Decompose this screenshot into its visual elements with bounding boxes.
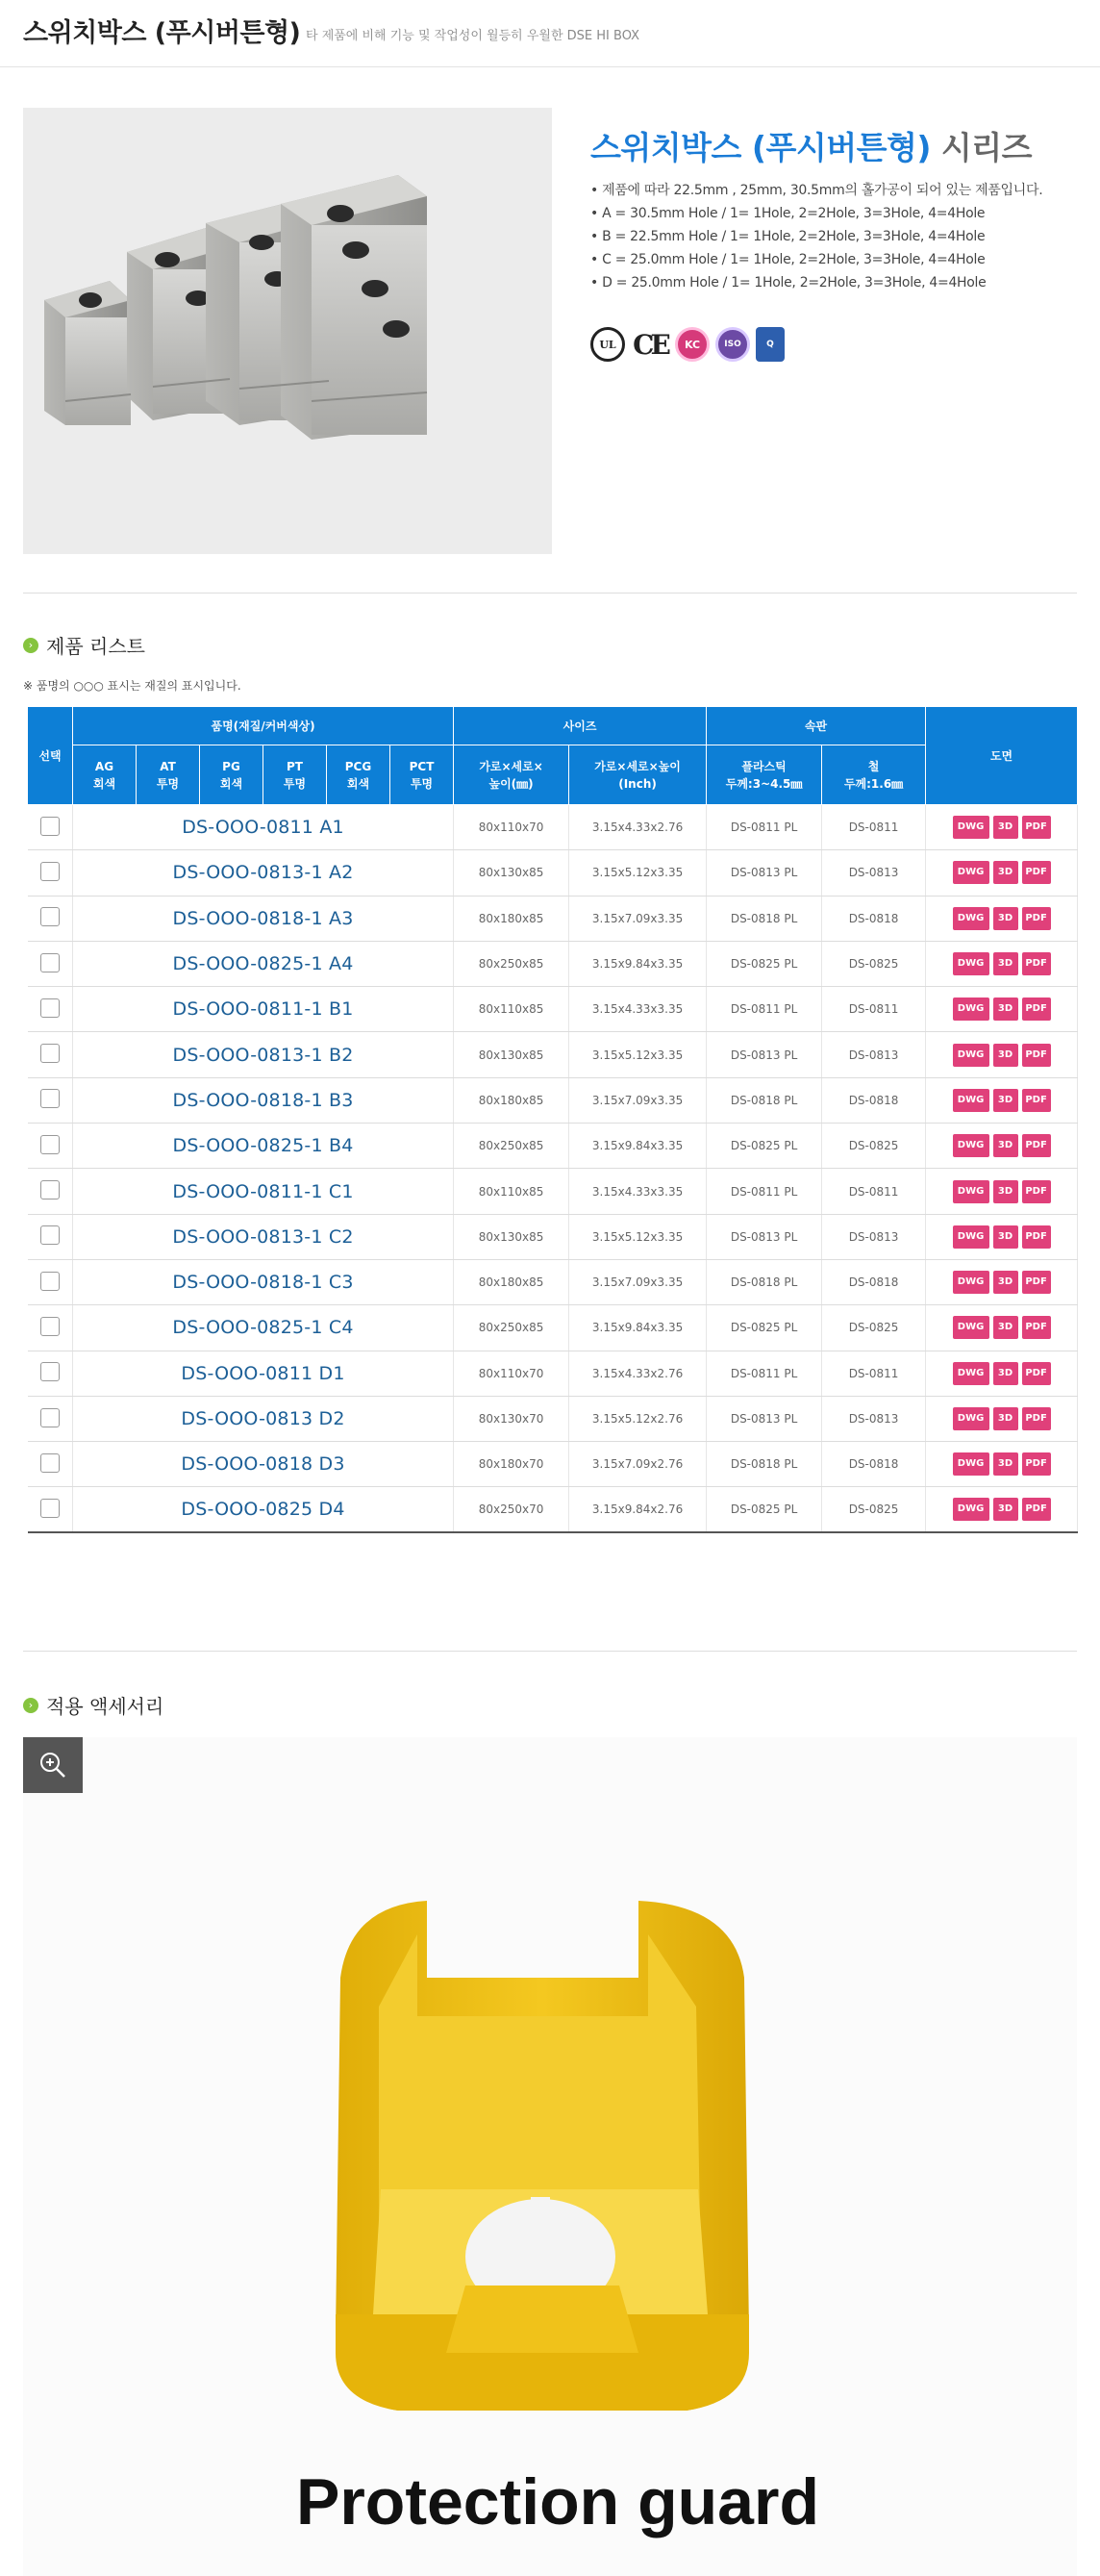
plastic-plate: DS-0811 PL	[707, 987, 822, 1032]
pdf-download-button[interactable]: PDF	[1022, 1225, 1051, 1249]
size-mm: 80x180x70	[454, 1442, 569, 1487]
pdf-download-button[interactable]: PDF	[1022, 1044, 1051, 1067]
zoom-button[interactable]	[23, 1737, 83, 1793]
pdf-download-button[interactable]: PDF	[1022, 1271, 1051, 1294]
table-row	[28, 987, 1078, 1032]
row-checkbox[interactable]	[40, 1317, 60, 1336]
header-size-inch	[569, 745, 707, 805]
plastic-plate: DS-0818 PL	[707, 1077, 822, 1123]
pdf-download-button[interactable]: PDF	[1022, 1134, 1051, 1157]
series-title-suffix: 시리즈	[930, 129, 1033, 166]
steel-plate: DS-0818	[822, 1442, 926, 1487]
row-checkbox[interactable]	[40, 1362, 60, 1381]
row-checkbox[interactable]	[40, 817, 60, 836]
plastic-plate: DS-0811 PL	[707, 805, 822, 850]
header-size: 사이즈	[454, 707, 707, 745]
table-row	[28, 1077, 1078, 1123]
plastic-plate: DS-0813 PL	[707, 1214, 822, 1259]
row-checkbox[interactable]	[40, 1499, 60, 1518]
model-name[interactable]: DS-OOO-0813-1 B2	[73, 1032, 454, 1077]
header-material	[263, 745, 327, 805]
ce-cert-logo: CE	[633, 328, 667, 361]
material-code: PT	[287, 759, 303, 773]
header-line: (Inch)	[618, 776, 657, 791]
spec-item: • C = 25.0mm Hole / 1= 1Hole, 2=2Hole, 3=3Hole, 4=4Hole	[590, 252, 986, 267]
row-select-cell	[28, 1214, 73, 1259]
header-material	[390, 745, 454, 805]
model-name[interactable]: DS-OOO-0825-1 A4	[73, 941, 454, 986]
3d-download-button[interactable]: 3D	[993, 1407, 1018, 1430]
zoom-in-icon	[38, 1751, 67, 1780]
row-checkbox[interactable]	[40, 998, 60, 1018]
steel-plate: DS-0825	[822, 941, 926, 986]
size-inch: 3.15x4.33x2.76	[569, 1351, 707, 1396]
dwg-download-button[interactable]: DWG	[953, 998, 989, 1021]
steel-plate: DS-0825	[822, 1305, 926, 1351]
drawing-downloads	[926, 1442, 1078, 1487]
row-select-cell	[28, 1032, 73, 1077]
row-checkbox[interactable]	[40, 1453, 60, 1473]
row-checkbox[interactable]	[40, 862, 60, 881]
material-color: 회색	[219, 776, 243, 791]
header-plate: 속판	[707, 707, 926, 745]
accessory-caption: Protection guard	[295, 2465, 820, 2538]
spec-item: • 제품에 따라 22.5mm , 25mm, 30.5mm의 홀가공이 되어 있는 제품입니다.	[590, 183, 1043, 198]
row-select-cell	[28, 1077, 73, 1123]
size-inch: 3.15x7.09x3.35	[569, 1259, 707, 1304]
material-color: 투명	[410, 776, 434, 791]
size-mm: 80x110x85	[454, 1169, 569, 1214]
row-select-cell	[28, 941, 73, 986]
row-checkbox[interactable]	[40, 1180, 60, 1200]
header-material	[327, 745, 390, 805]
material-code: AG	[94, 759, 114, 773]
drawing-downloads	[926, 1396, 1078, 1441]
size-mm: 80x180x85	[454, 896, 569, 941]
header-select: 선택	[28, 707, 73, 805]
header-drawing: 도면	[926, 707, 1078, 805]
size-inch: 3.15x9.84x3.35	[569, 1305, 707, 1351]
header-line: 철	[867, 759, 880, 773]
header-material	[73, 745, 137, 805]
dwg-download-button[interactable]: DWG	[953, 1134, 989, 1157]
material-color: 투명	[283, 776, 307, 791]
table-row	[28, 1351, 1078, 1396]
pdf-download-button[interactable]: PDF	[1022, 1089, 1051, 1112]
pdf-download-button[interactable]: PDF	[1022, 1498, 1051, 1521]
model-name[interactable]: DS-OOO-0818-1 B3	[73, 1077, 454, 1123]
accessory-image	[23, 1737, 1077, 2576]
3d-download-button[interactable]: 3D	[993, 1498, 1018, 1521]
header-line: 높이(㎜)	[488, 776, 534, 791]
row-select-cell	[28, 1259, 73, 1304]
material-code: PCG	[344, 759, 372, 773]
3d-download-button[interactable]: 3D	[993, 1452, 1018, 1476]
dwg-download-button[interactable]: DWG	[953, 1271, 989, 1294]
table-row	[28, 1396, 1078, 1441]
drawing-downloads	[926, 1032, 1078, 1077]
size-inch: 3.15x4.33x3.35	[569, 987, 707, 1032]
row-select-cell	[28, 1351, 73, 1396]
row-checkbox[interactable]	[40, 907, 60, 926]
series-title-main: 스위치박스 (푸시버튼형)	[590, 129, 931, 166]
table-row	[28, 1442, 1078, 1487]
dwg-download-button[interactable]: DWG	[953, 1225, 989, 1249]
size-inch: 3.15x5.12x3.35	[569, 1032, 707, 1077]
plastic-plate: DS-0813 PL	[707, 1032, 822, 1077]
pdf-download-button[interactable]: PDF	[1022, 1362, 1051, 1385]
row-select-cell	[28, 987, 73, 1032]
dwg-download-button[interactable]: DWG	[953, 907, 989, 930]
size-inch: 3.15x9.84x2.76	[569, 1487, 707, 1532]
plastic-plate: DS-0825 PL	[707, 1487, 822, 1532]
dwg-download-button[interactable]: DWG	[953, 816, 989, 839]
pdf-download-button[interactable]: PDF	[1022, 861, 1051, 884]
size-inch: 3.15x9.84x3.35	[569, 1124, 707, 1169]
material-color: 회색	[346, 776, 370, 791]
3d-download-button[interactable]: 3D	[993, 861, 1018, 884]
spec-item: • A = 30.5mm Hole / 1= 1Hole, 2=2Hole, 3=3Hole, 4=4Hole	[590, 206, 986, 221]
header-line: 가로×세로×높이	[594, 759, 681, 773]
header-material	[137, 745, 200, 805]
steel-plate: DS-0811	[822, 1351, 926, 1396]
model-name[interactable]: DS-OOO-0825 D4	[73, 1487, 454, 1532]
pdf-download-button[interactable]: PDF	[1022, 998, 1051, 1021]
protection-guard-illustration	[23, 1737, 1077, 2576]
row-checkbox[interactable]	[40, 1408, 60, 1427]
size-mm: 80x250x85	[454, 941, 569, 986]
table-row	[28, 1032, 1078, 1077]
drawing-downloads	[926, 896, 1078, 941]
table-row	[28, 1214, 1078, 1259]
model-name[interactable]: DS-OOO-0811 D1	[73, 1351, 454, 1396]
quality-cert-logo: Q	[756, 327, 785, 362]
dwg-download-button[interactable]: DWG	[953, 861, 989, 884]
steel-plate: DS-0818	[822, 1259, 926, 1304]
3d-download-button[interactable]: 3D	[993, 816, 1018, 839]
size-inch: 3.15x7.09x3.35	[569, 1077, 707, 1123]
pdf-download-button[interactable]: PDF	[1022, 907, 1051, 930]
drawing-downloads	[926, 1214, 1078, 1259]
page-title: 스위치박스 (푸시버튼형)	[23, 18, 301, 48]
dwg-download-button[interactable]: DWG	[953, 1362, 989, 1385]
product-table	[27, 706, 1078, 1533]
plastic-plate: DS-0813 PL	[707, 850, 822, 896]
steel-plate: DS-0813	[822, 1032, 926, 1077]
table-row	[28, 1169, 1078, 1214]
spec-item: • D = 25.0mm Hole / 1= 1Hole, 2=2Hole, 3=3Hole, 4=4Hole	[590, 275, 987, 290]
3d-download-button[interactable]: 3D	[993, 1316, 1018, 1339]
drawing-downloads	[926, 1124, 1078, 1169]
size-mm: 80x130x70	[454, 1396, 569, 1441]
model-name[interactable]: DS-OOO-0818 D3	[73, 1442, 454, 1487]
pdf-download-button[interactable]: PDF	[1022, 1180, 1051, 1203]
material-code: PG	[222, 759, 240, 773]
material-color: 회색	[92, 776, 116, 791]
row-select-cell	[28, 896, 73, 941]
table-row	[28, 941, 1078, 986]
iso-cert-logo: ISO	[715, 327, 750, 362]
plastic-plate: DS-0811 PL	[707, 1351, 822, 1396]
row-select-cell	[28, 1169, 73, 1214]
size-inch: 3.15x7.09x3.35	[569, 896, 707, 941]
3d-download-button[interactable]: 3D	[993, 907, 1018, 930]
material-color: 투명	[156, 776, 180, 791]
3d-download-button[interactable]: 3D	[993, 1362, 1018, 1385]
size-mm: 80x110x70	[454, 1351, 569, 1396]
row-select-cell	[28, 1487, 73, 1532]
steel-plate: DS-0813	[822, 850, 926, 896]
table-row	[28, 1259, 1078, 1304]
row-select-cell	[28, 1124, 73, 1169]
drawing-downloads	[926, 805, 1078, 850]
accessory-heading	[23, 1691, 163, 1719]
steel-plate: DS-0825	[822, 1487, 926, 1532]
drawing-downloads	[926, 1259, 1078, 1304]
spec-item: • B = 22.5mm Hole / 1= 1Hole, 2=2Hole, 3=3Hole, 4=4Hole	[590, 229, 986, 244]
plastic-plate: DS-0818 PL	[707, 896, 822, 941]
chevron-right-icon: ›	[23, 1698, 38, 1713]
steel-plate: DS-0818	[822, 896, 926, 941]
model-name[interactable]: DS-OOO-0818-1 C3	[73, 1259, 454, 1304]
pdf-download-button[interactable]: PDF	[1022, 1316, 1051, 1339]
certification-logos	[590, 327, 785, 362]
steel-plate: DS-0825	[822, 1124, 926, 1169]
model-name[interactable]: DS-OOO-0811-1 C1	[73, 1169, 454, 1214]
material-code: PCT	[409, 759, 435, 773]
pdf-download-button[interactable]: PDF	[1022, 816, 1051, 839]
size-mm: 80x130x85	[454, 1032, 569, 1077]
3d-download-button[interactable]: 3D	[993, 1180, 1018, 1203]
row-checkbox[interactable]	[40, 1272, 60, 1291]
row-select-cell	[28, 805, 73, 850]
row-select-cell	[28, 850, 73, 896]
model-name[interactable]: DS-OOO-0813-1 A2	[73, 850, 454, 896]
model-name[interactable]: DS-OOO-0813 D2	[73, 1396, 454, 1441]
header-steel	[822, 745, 926, 805]
plastic-plate: DS-0818 PL	[707, 1442, 822, 1487]
product-list-heading	[23, 631, 145, 659]
size-inch: 3.15x9.84x3.35	[569, 941, 707, 986]
table-row	[28, 850, 1078, 896]
drawing-downloads	[926, 1487, 1078, 1532]
steel-plate: DS-0818	[822, 1077, 926, 1123]
model-name[interactable]: DS-OOO-0813-1 C2	[73, 1214, 454, 1259]
steel-plate: DS-0811	[822, 1169, 926, 1214]
plastic-plate: DS-0818 PL	[707, 1259, 822, 1304]
row-checkbox[interactable]	[40, 1225, 60, 1245]
header-line: 가로×세로×	[479, 759, 543, 773]
header-material	[200, 745, 263, 805]
size-mm: 80x180x85	[454, 1077, 569, 1123]
page-header	[0, 0, 1100, 67]
size-inch: 3.15x5.12x2.76	[569, 1396, 707, 1441]
product-note: ※ 품명의 ○○○ 표시는 재질의 표시입니다.	[23, 679, 241, 693]
row-checkbox[interactable]	[40, 1135, 60, 1154]
pdf-download-button[interactable]: PDF	[1022, 1452, 1051, 1476]
model-name[interactable]: DS-OOO-0825-1 C4	[73, 1305, 454, 1351]
size-inch: 3.15x5.12x3.35	[569, 1214, 707, 1259]
3d-download-button[interactable]: 3D	[993, 998, 1018, 1021]
drawing-downloads	[926, 987, 1078, 1032]
header-line: 플라스틱	[741, 759, 787, 773]
table-row	[28, 1487, 1078, 1532]
table-row	[28, 1124, 1078, 1169]
size-mm: 80x250x70	[454, 1487, 569, 1532]
kc-cert-logo: KC	[675, 327, 710, 362]
drawing-downloads	[926, 1305, 1078, 1351]
3d-download-button[interactable]: 3D	[993, 1089, 1018, 1112]
ul-cert-logo: UL	[590, 327, 625, 362]
header-line: 두께:3~4.5㎜	[725, 776, 803, 791]
3d-download-button[interactable]: 3D	[993, 952, 1018, 975]
model-name[interactable]: DS-OOO-0825-1 B4	[73, 1124, 454, 1169]
row-select-cell	[28, 1442, 73, 1487]
dwg-download-button[interactable]: DWG	[953, 1180, 989, 1203]
dwg-download-button[interactable]: DWG	[953, 1316, 989, 1339]
row-checkbox[interactable]	[40, 1089, 60, 1108]
3d-download-button[interactable]: 3D	[993, 1044, 1018, 1067]
row-checkbox[interactable]	[40, 953, 60, 972]
series-title	[590, 123, 1032, 168]
steel-plate: DS-0811	[822, 987, 926, 1032]
size-inch: 3.15x5.12x3.35	[569, 850, 707, 896]
plastic-plate: DS-0813 PL	[707, 1396, 822, 1441]
size-mm: 80x180x85	[454, 1259, 569, 1304]
drawing-downloads	[926, 850, 1078, 896]
3d-download-button[interactable]: 3D	[993, 1134, 1018, 1157]
plastic-plate: DS-0811 PL	[707, 1169, 822, 1214]
chevron-right-icon: ›	[23, 638, 38, 653]
model-name[interactable]: DS-OOO-0811-1 B1	[73, 987, 454, 1032]
pdf-download-button[interactable]: PDF	[1022, 1407, 1051, 1430]
dwg-download-button[interactable]: DWG	[953, 1044, 989, 1067]
dwg-download-button[interactable]: DWG	[953, 1089, 989, 1112]
drawing-downloads	[926, 1169, 1078, 1214]
drawing-downloads	[926, 1351, 1078, 1396]
accessory-title: 적용 액세서리	[46, 1695, 164, 1718]
steel-plate: DS-0811	[822, 805, 926, 850]
table-row	[28, 805, 1078, 850]
row-select-cell	[28, 1305, 73, 1351]
size-inch: 3.15x7.09x2.76	[569, 1442, 707, 1487]
switch-box-illustration	[23, 108, 552, 554]
page-subtitle: 타 제품에 비해 기능 및 작업성이 월등히 우월한 DSE HI BOX	[306, 29, 640, 43]
dwg-download-button[interactable]: DWG	[953, 1498, 989, 1521]
row-select-cell	[28, 1396, 73, 1441]
spec-list	[590, 179, 1090, 294]
product-image	[23, 108, 552, 554]
model-name[interactable]: DS-OOO-0818-1 A3	[73, 896, 454, 941]
size-inch: 3.15x4.33x2.76	[569, 805, 707, 850]
size-mm: 80x250x85	[454, 1124, 569, 1169]
drawing-downloads	[926, 1077, 1078, 1123]
size-mm: 80x110x70	[454, 805, 569, 850]
size-mm: 80x110x85	[454, 987, 569, 1032]
pdf-download-button[interactable]: PDF	[1022, 952, 1051, 975]
table-row	[28, 896, 1078, 941]
size-mm: 80x130x85	[454, 1214, 569, 1259]
product-table-wrap	[27, 706, 1077, 1533]
model-name[interactable]: DS-OOO-0811 A1	[73, 805, 454, 850]
product-rows	[28, 805, 1078, 1533]
row-checkbox[interactable]	[40, 1044, 60, 1063]
header-size-mm	[454, 745, 569, 805]
header-product-name: 품명(재질/커버색상)	[73, 707, 454, 745]
size-mm: 80x250x85	[454, 1305, 569, 1351]
plastic-plate: DS-0825 PL	[707, 941, 822, 986]
plastic-plate: DS-0825 PL	[707, 1305, 822, 1351]
3d-download-button[interactable]: 3D	[993, 1225, 1018, 1249]
size-mm: 80x130x85	[454, 850, 569, 896]
3d-download-button[interactable]: 3D	[993, 1271, 1018, 1294]
header-plastic	[707, 745, 822, 805]
dwg-download-button[interactable]: DWG	[953, 952, 989, 975]
steel-plate: DS-0813	[822, 1214, 926, 1259]
material-code: AT	[160, 759, 176, 773]
section-divider	[23, 1651, 1077, 1652]
product-list-title: 제품 리스트	[46, 635, 145, 658]
dwg-download-button[interactable]: DWG	[953, 1407, 989, 1430]
steel-plate: DS-0813	[822, 1396, 926, 1441]
table-row	[28, 1305, 1078, 1351]
dwg-download-button[interactable]: DWG	[953, 1452, 989, 1476]
plastic-plate: DS-0825 PL	[707, 1124, 822, 1169]
drawing-downloads	[926, 941, 1078, 986]
size-inch: 3.15x4.33x3.35	[569, 1169, 707, 1214]
header-line: 두께:1.6㎜	[843, 776, 904, 791]
